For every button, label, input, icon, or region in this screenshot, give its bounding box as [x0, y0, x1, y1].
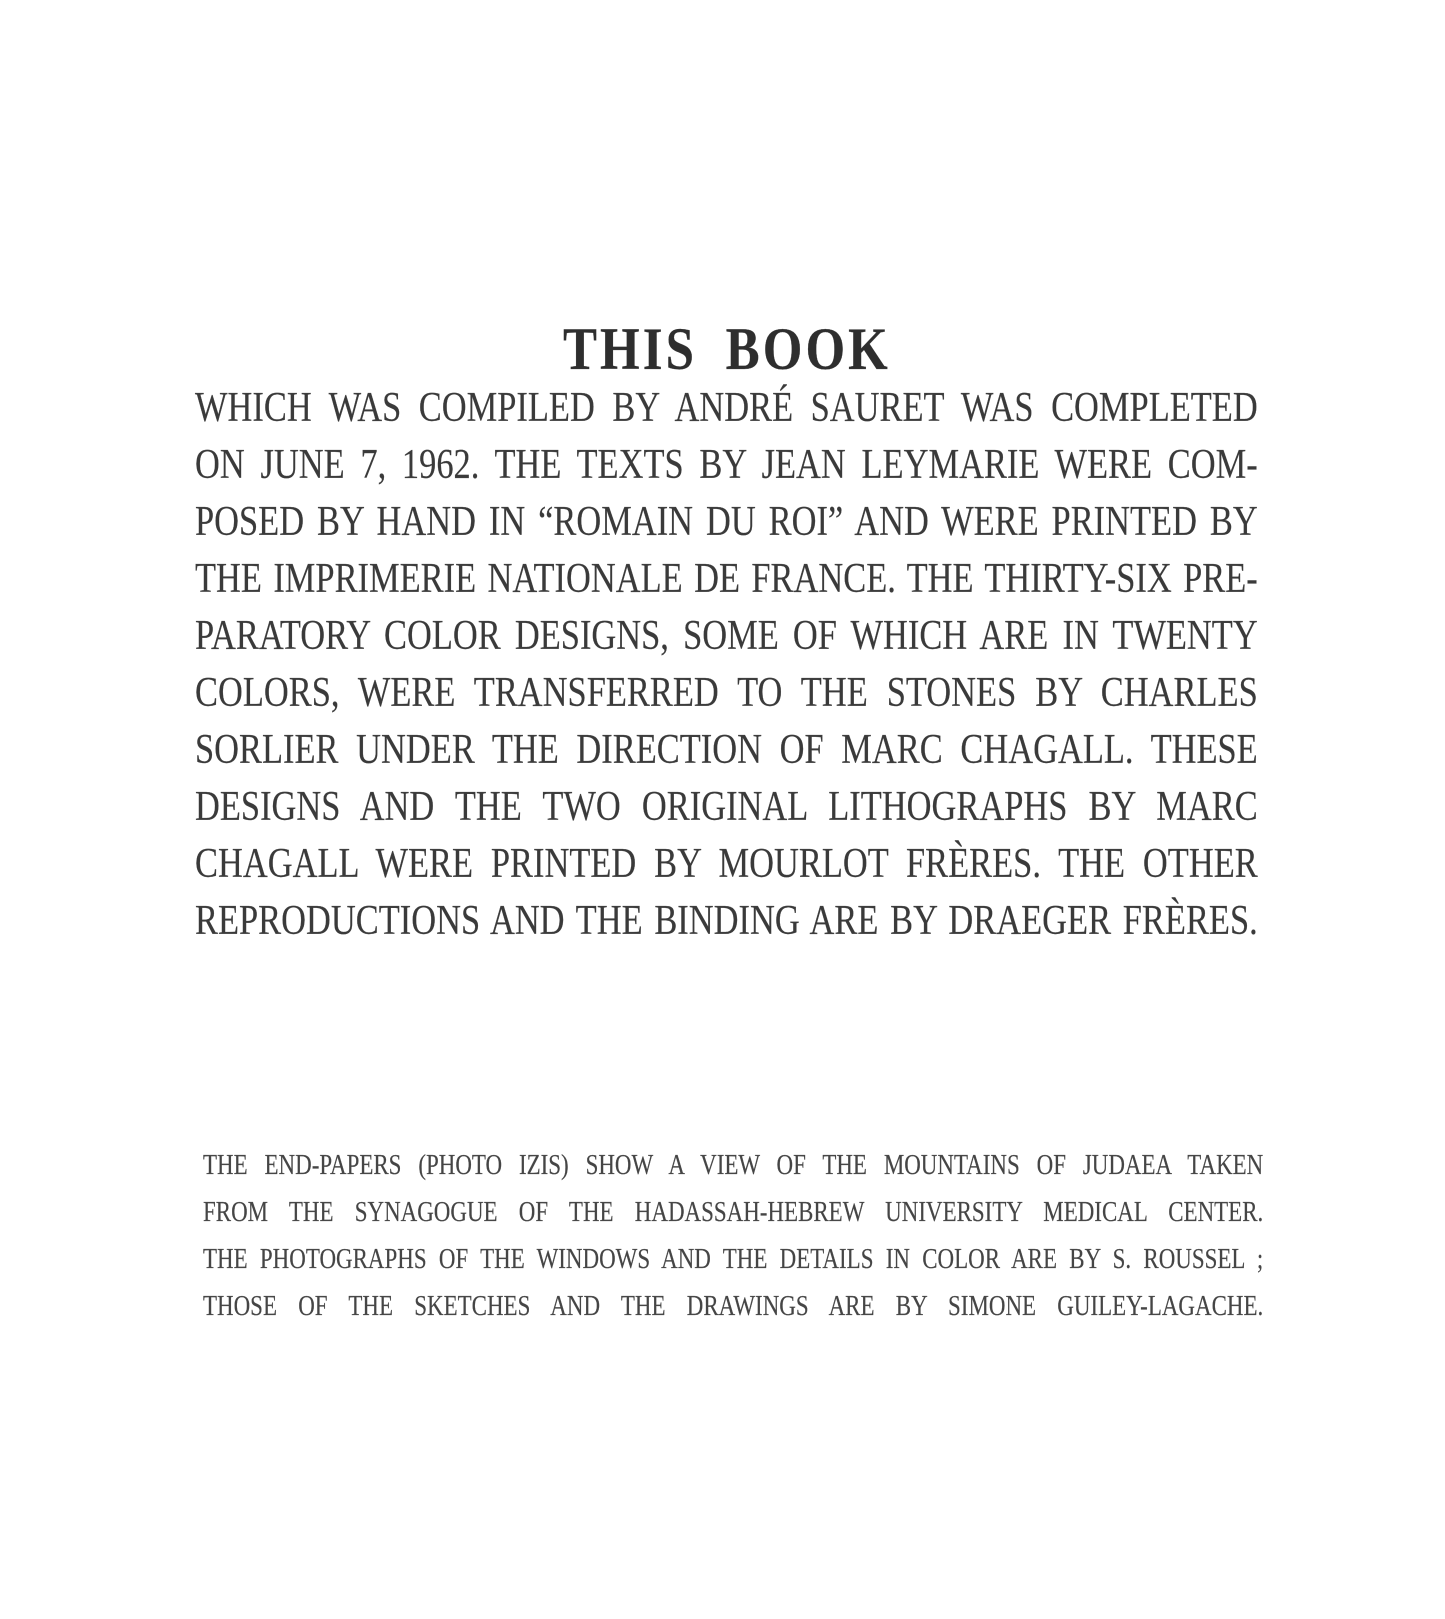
paragraph-line: REPRODUCTIONS AND THE BINDING ARE BY DRAEGER FRÈRES.	[195, 898, 1258, 944]
paragraph-line: PARATORY COLOR DESIGNS, SOME OF WHICH ARE IN TWENTY	[195, 613, 1258, 659]
paragraph-line: DESIGNS AND THE TWO ORIGINAL LITHOGRAPHS BY MARC	[195, 784, 1258, 830]
paragraph-line: ON JUNE 7, 1962. THE TEXTS BY JEAN LEYMARIE WERE COM-	[195, 442, 1258, 488]
paragraph-line: SORLIER UNDER THE DIRECTION OF MARC CHAGALL. THESE	[195, 727, 1258, 773]
paragraph-line: THE IMPRIMERIE NATIONALE DE FRANCE. THE THIRTY-SIX PRE-	[195, 556, 1258, 602]
page-title	[195, 316, 1258, 383]
paragraph-line: POSED BY HAND IN “ROMAIN DU ROI” AND WERE PRINTED BY	[195, 499, 1258, 545]
paragraph-line: WHICH WAS COMPILED BY ANDRÉ SAURET WAS COMPLETED	[195, 385, 1258, 431]
page-title-text: THIS BOOK	[562, 316, 891, 383]
footnote-line: THE END-PAPERS (PHOTO IZIS) SHOW A VIEW OF THE MOUNTAINS OF JUDAEA TAKEN	[203, 1150, 1264, 1181]
footnote-line: FROM THE SYNAGOGUE OF THE HADASSAH-HEBREW UNIVERSITY MEDICAL CENTER.	[203, 1197, 1264, 1228]
colophon-paragraph	[195, 380, 1258, 950]
footnote-line: THE PHOTOGRAPHS OF THE WINDOWS AND THE DETAILS IN COLOR ARE BY S. ROUSSEL ;	[203, 1244, 1264, 1275]
paragraph-line: CHAGALL WERE PRINTED BY MOURLOT FRÈRES. THE OTHER	[195, 841, 1258, 887]
footnote-line: THOSE OF THE SKETCHES AND THE DRAWINGS ARE BY SIMONE GUILEY-LAGACHE.	[203, 1291, 1264, 1322]
colophon-footnote	[203, 1142, 1263, 1330]
paragraph-line: COLORS, WERE TRANSFERRED TO THE STONES BY CHARLES	[195, 670, 1258, 716]
